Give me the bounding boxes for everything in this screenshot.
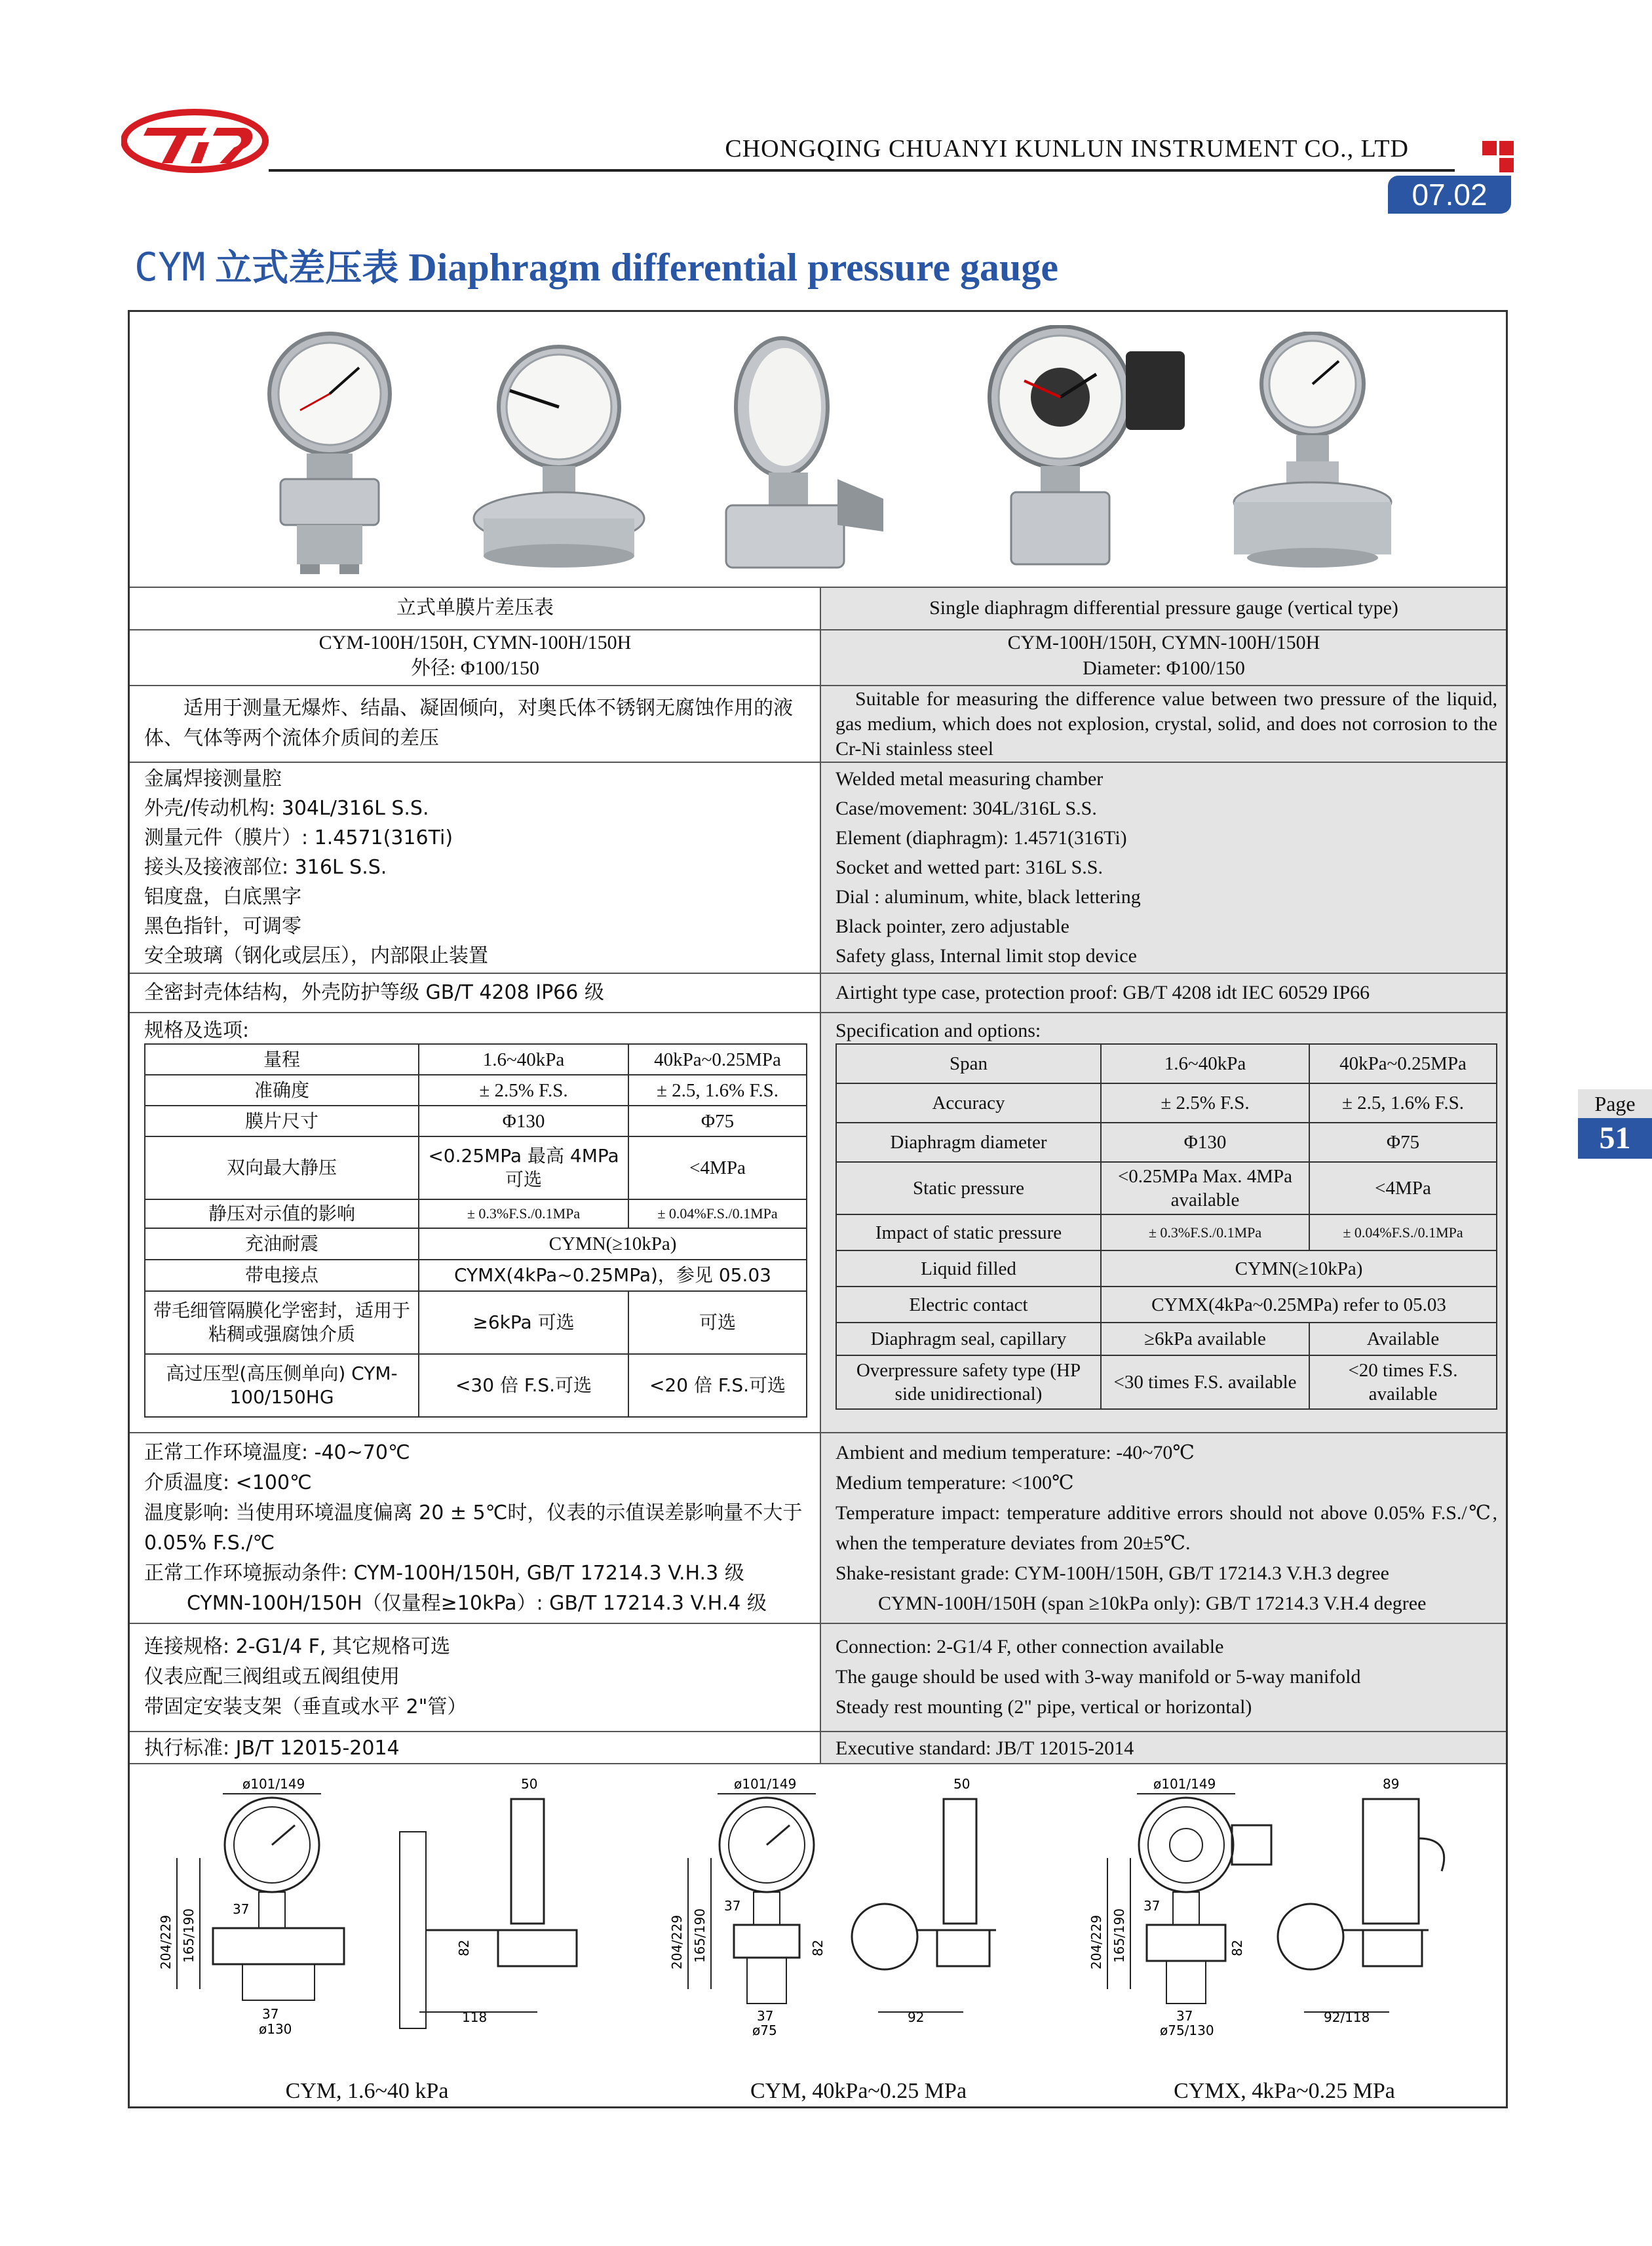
svg-text:37: 37 [724, 1898, 741, 1914]
material-line: 安全玻璃（钢化或层压），内部限止装置 [144, 944, 488, 967]
gauge-photo-3 [720, 335, 890, 577]
standard-en: Executive standard: JB/T 12015-2014 [836, 1737, 1134, 1759]
table-row: 带电接点 CYMX(4kPa~0.25MPa)，参见 05.03 [145, 1260, 807, 1291]
env-en: Ambient and medium temperature: -40~70℃ Medium temperature: <100℃ Temperature impact: temperature additive errors should not above 0.05% F.S./℃, when the temperature deviates from 20±5℃. Shake-resistant grade: CYM-100H/150H, GB/T 17214.3 V.H.3 degree CYMN-100H/150H (span ≥10kPa only): GB/T 17214.3 V.H.4 degree [836, 1442, 1497, 1614]
material-line: 接头及接液部位: 316L S.S. [144, 856, 387, 879]
table-row: Diaphragm seal, capillary ≥6kPa available Available [836, 1323, 1497, 1355]
row-line [130, 685, 1506, 686]
table-row: Static pressure <0.25MPa Max. 4MPa available <4MPa [836, 1162, 1497, 1214]
models-zh: CYM-100H/150H, CYMN-100H/150H [318, 632, 632, 653]
spec-table-en [836, 1043, 1497, 1410]
svg-text:82: 82 [810, 1939, 826, 1956]
material-line: 铝度盘，白底黑字 [144, 885, 301, 908]
table-row: 量程 1.6~40kPa 40kPa~0.25MPa [145, 1044, 807, 1075]
spec-title-zh: 规格及选项: [144, 1019, 250, 1042]
svg-text:37: 37 [1176, 2008, 1193, 2024]
svg-text:50: 50 [953, 1776, 970, 1792]
gauge-photo-2 [471, 345, 647, 568]
brand-square [1482, 141, 1497, 155]
svg-text:204/229: 204/229 [669, 1914, 685, 1969]
models-en: CYM-100H/150H, CYMN-100H/150H [1007, 632, 1320, 653]
gauge-photo-5 [1231, 332, 1394, 574]
drawing-caption-2: CYM, 40kPa~0.25 MPa [750, 2079, 967, 2103]
materials-zh [144, 764, 813, 971]
table-row: 膜片尺寸 Φ130 Φ75 [145, 1106, 807, 1136]
table-row: 静压对示值的影响 ± 0.3%F.S./0.1MPa ± 0.04%F.S./0.1MPa [145, 1199, 807, 1228]
svg-text:165/190: 165/190 [692, 1908, 708, 1963]
table-row: Liquid filled CYMN(≥10kPa) [836, 1250, 1497, 1287]
svg-text:ø75: ø75 [752, 2023, 777, 2038]
table-row: Diaphragm diameter Φ130 Φ75 [836, 1123, 1497, 1162]
material-line: Welded metal measuring chamber [836, 768, 1104, 790]
table-row: Span 1.6~40kPa 40kPa~0.25MPa [836, 1044, 1497, 1083]
company-name: CHONGQING CHUANYI KUNLUN INSTRUMENT CO., LTD [725, 135, 1409, 163]
dimension-drawing-1 [144, 1773, 590, 2081]
row-line [130, 587, 1506, 588]
table-row: 双向最大静压 <0.25MPa 最高 4MPa 可选 <4MPa [145, 1136, 807, 1199]
svg-text:204/229: 204/229 [158, 1914, 174, 1969]
material-line: Case/movement: 304L/316L S.S. [836, 798, 1097, 819]
title-code: CYM [134, 244, 206, 290]
svg-text:92: 92 [908, 2009, 925, 2025]
title-en: Diaphragm differential pressure gauge [408, 246, 1059, 289]
row-line [130, 1623, 1506, 1624]
column-divider [820, 587, 821, 1764]
material-line: 外壳/传动机构: 304L/316L S.S. [144, 797, 429, 820]
svg-text:89: 89 [1383, 1776, 1400, 1792]
usage-zh: 适用于测量无爆炸、结晶、凝固倾向，对奥氏体不锈钢无腐蚀作用的液体、气体等两个流体介质间的差压 [144, 697, 793, 750]
svg-text:82: 82 [1229, 1939, 1245, 1956]
svg-text:92/118: 92/118 [1324, 2009, 1370, 2025]
table-row: 高过压型(高压侧单向) CYM-100/150HG <30 倍 F.S.可选 <20 倍 F.S.可选 [145, 1354, 807, 1417]
row-line [130, 1432, 1506, 1433]
brand-square [1499, 158, 1514, 172]
usage-en: Suitable for measuring the difference value between two pressure of the liquid, gas medium, which does not explosion, crystal, solid, and does not corrosion to the Cr-Ni stainless steel [836, 688, 1497, 760]
svg-text:50: 50 [521, 1776, 538, 1792]
table-row: Electric contact CYMX(4kPa~0.25MPa) refer to 05.03 [836, 1287, 1497, 1323]
table-row: Accuracy ± 2.5% F.S. ± 2.5, 1.6% F.S. [836, 1083, 1497, 1123]
row-line [130, 973, 1506, 974]
dimension-drawing-3 [1075, 1773, 1494, 2081]
svg-text:204/229: 204/229 [1088, 1914, 1104, 1969]
product-name-zh: 立式单膜片差压表 [396, 596, 554, 619]
row-line [130, 1731, 1506, 1732]
svg-text:37: 37 [1143, 1898, 1161, 1914]
title-zh: 立式差压表 [215, 247, 399, 290]
row-line [130, 1012, 1506, 1013]
material-line: Safety glass, Internal limit stop device [836, 945, 1137, 967]
svg-text:ø75/130: ø75/130 [1160, 2023, 1214, 2038]
svg-text:ø101/149: ø101/149 [1153, 1776, 1216, 1792]
material-line: 测量元件（膜片）: 1.4571(316Ti) [144, 826, 453, 849]
table-row: Overpressure safety type (HP side unidirectional) <30 times F.S. available <20 times F.S. available [836, 1355, 1497, 1409]
svg-text:37: 37 [233, 1901, 250, 1917]
svg-text:ø101/149: ø101/149 [734, 1776, 797, 1792]
page-tab [1578, 1089, 1652, 1159]
svg-text:82: 82 [456, 1939, 472, 1956]
protection-en: Airtight type case, protection proof: GB/T 4208 idt IEC 60529 IP66 [836, 982, 1370, 1003]
diameter-zh: 外径: Φ100/150 [410, 657, 540, 679]
svg-text:118: 118 [462, 2009, 488, 2025]
protection-zh: 全密封壳体结构，外壳防护等级 GB/T 4208 IP66 级 [144, 981, 604, 1004]
header-rule [269, 169, 1455, 172]
page-title [134, 239, 1445, 292]
table-row: 充油耐震 CYMN(≥10kPa) [145, 1228, 807, 1260]
photos-row [130, 312, 1506, 587]
spec-table-zh [144, 1043, 807, 1418]
material-line: Element (diaphragm): 1.4571(316Ti) [836, 827, 1127, 849]
row-line [130, 1763, 1506, 1764]
page-label: Page [1578, 1089, 1652, 1118]
material-line: Dial : aluminum, white, black lettering [836, 886, 1141, 908]
svg-text:37: 37 [757, 2008, 774, 2024]
table-row: 准确度 ± 2.5% F.S. ± 2.5, 1.6% F.S. [145, 1075, 807, 1106]
drawing-caption-1: CYM, 1.6~40 kPa [285, 2079, 449, 2103]
connection-en: Connection: 2-G1/4 F, other connection available The gauge should be used with 3-way manifold or 5-way manifold Steady rest mounting (2" pipe, vertical or horizontal) [836, 1636, 1361, 1718]
spec-title-en: Specification and options: [836, 1020, 1041, 1041]
brand-square [1499, 141, 1514, 155]
material-line: Black pointer, zero adjustable [836, 916, 1069, 937]
svg-text:37: 37 [262, 2006, 279, 2022]
company-logo [121, 108, 269, 174]
drawing-caption-3: CYMX, 4kPa~0.25 MPa [1174, 2079, 1395, 2103]
material-line: 金属焊接测量腔 [144, 767, 282, 790]
env-zh: 正常工作环境温度: -40~70℃ 介质温度: <100℃ 温度影响: 当使用环境温度偏离 20 ± 5℃时，仪表的示值误差影响量不大于 0.05% F.S./℃ 正常工作环境振动条件: CYM-100H/150H, GB/T 17214.3 V.H.3 级 CYMN-100H/150H（仅量程≥10kPa）: GB/T 17214.3 V.H.4 级 [144, 1441, 803, 1615]
svg-text:165/190: 165/190 [1111, 1908, 1127, 1963]
svg-text:ø101/149: ø101/149 [242, 1776, 305, 1792]
material-line: 黑色指针，可调零 [144, 915, 301, 938]
diameter-en: Diameter: Φ100/150 [1083, 657, 1245, 679]
table-row: Impact of static pressure ± 0.3%F.S./0.1MPa ± 0.04%F.S./0.1MPa [836, 1214, 1497, 1250]
svg-text:ø130: ø130 [259, 2021, 292, 2037]
material-line: Socket and wetted part: 316L S.S. [836, 857, 1103, 878]
materials-en [836, 764, 1497, 971]
dimension-drawing-2 [655, 1773, 1062, 2081]
product-name-en: Single diaphragm differential pressure gauge (vertical type) [929, 597, 1398, 619]
table-row: 带毛细管隔膜化学密封，适用于粘稠或强腐蚀介质 ≥6kPa 可选 可选 [145, 1291, 807, 1354]
gauge-photo-4 [962, 325, 1198, 574]
connection-zh: 连接规格: 2-G1/4 F, 其它规格可选 仪表应配三阀组或五阀组使用 带固定安装支架（垂直或水平 2"管） [144, 1635, 467, 1718]
page-number: 51 [1578, 1118, 1652, 1159]
svg-text:165/190: 165/190 [181, 1908, 197, 1963]
section-badge: 07.02 [1388, 176, 1511, 214]
row-line [130, 762, 1506, 763]
standard-zh: 执行标准: JB/T 12015-2014 [144, 1737, 400, 1760]
gauge-photo-1 [261, 332, 398, 574]
